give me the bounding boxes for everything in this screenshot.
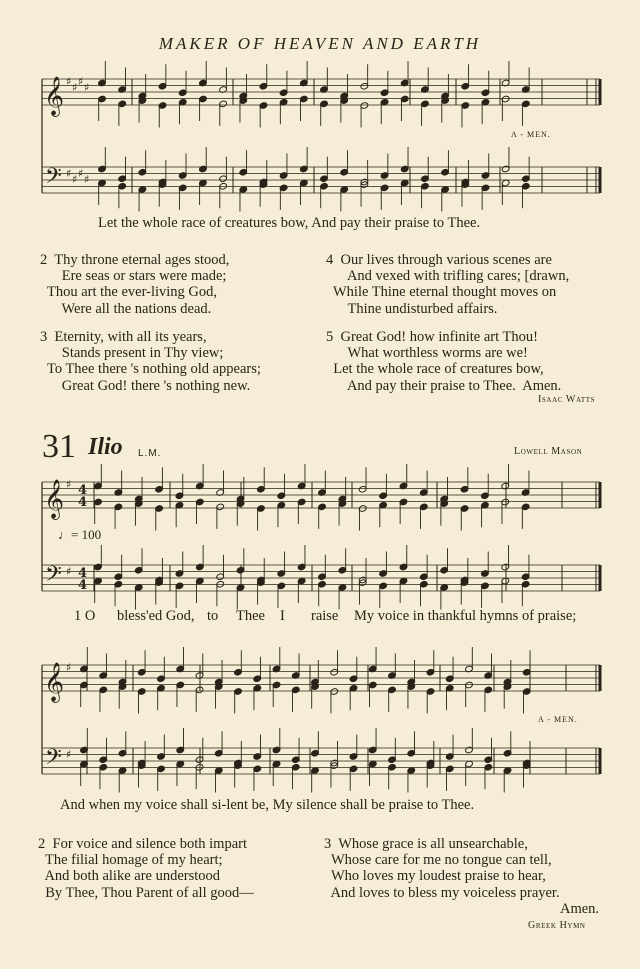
- lyric-syllable: to: [207, 608, 219, 624]
- sharp-icon: ♯: [84, 173, 90, 186]
- metronome-mark: ♩= 100: [58, 527, 102, 542]
- line-2-lyrics: And when my voice shall si-lent be, My silence shall be praise to Thee.: [60, 797, 475, 813]
- treble-clef-icon: 𝄞: [44, 662, 65, 702]
- amen-label: A - MEN.: [538, 715, 578, 724]
- amen-end: Amen.: [560, 901, 600, 917]
- time-signature: 4: [78, 483, 88, 498]
- quarter-note-icon: ♩: [58, 527, 71, 542]
- bass-clef-icon: 𝄢: [45, 745, 62, 775]
- hymn-number: 31: [42, 428, 76, 465]
- lyric-syllable: bless'ed God,: [117, 608, 195, 624]
- treble-clef-icon: 𝄞: [44, 76, 65, 116]
- bass-clef-icon: 𝄢: [45, 164, 62, 194]
- sharp-icon: ♯: [66, 75, 72, 88]
- sharp-icon: ♯: [66, 661, 72, 674]
- time-signature: 4: [78, 578, 88, 593]
- author-attribution: Greek Hymn: [528, 920, 586, 931]
- lyric-syllable: I: [280, 608, 285, 624]
- amen-label: A - MEN.: [511, 130, 551, 139]
- verse-5: 5 Great God! how infinite art Thou! What worthless worms are we! Let the whole race of creatures bow, And pay their praise to Thee. Amen.: [326, 329, 562, 394]
- sharp-icon: ♯: [72, 81, 78, 94]
- tune-name: Ilio: [88, 434, 123, 460]
- time-signature: 4: [78, 495, 88, 510]
- meter-label: L.M.: [138, 448, 162, 459]
- sharp-icon: ♯: [84, 81, 90, 94]
- page-title: MAKER OF HEAVEN AND EARTH: [158, 34, 482, 53]
- sharp-icon: ♯: [66, 565, 72, 578]
- composer-attribution: Lowell Mason: [514, 446, 583, 457]
- sharp-icon: ♯: [66, 167, 72, 180]
- verse-3: 3 Whose grace is all unsearchable, Whose care for me no tongue can tell, Who loves my loudest praise to hear, And loves to bless my voiceless prayer.: [324, 836, 560, 901]
- verse-4: 4 Our lives through various scenes are And vexed with trifling cares; [drawn, While Thine eternal thought moves on Thine undisturbed affairs.: [326, 252, 570, 317]
- lyric-syllable: raise: [311, 608, 339, 624]
- author-attribution: Isaac Watts: [538, 394, 596, 405]
- treble-clef-icon: 𝄞: [44, 479, 65, 519]
- verse-2: 2 Thy throne eternal ages stood, Ere seas or stars were made; Thou art the ever-living God, Were all the nations dead.: [40, 252, 230, 317]
- sharp-icon: ♯: [78, 75, 84, 88]
- verse-3: 3 Eternity, with all its years, Stands present in Thy view; To Thee there 's nothing old appears; Great God! there 's nothing new.: [40, 329, 261, 394]
- sharp-icon: ♯: [72, 173, 78, 186]
- lyric-syllable: Thee: [236, 608, 265, 624]
- sharp-icon: ♯: [66, 478, 72, 491]
- verse-2: 2 For voice and silence both impart The filial homage of my heart; And both alike are understood By Thee, Thou Parent of all good—: [38, 836, 254, 901]
- sharp-icon: ♯: [78, 167, 84, 180]
- lyric-syllable: 1 O: [74, 608, 96, 624]
- time-signature: 4: [78, 566, 88, 581]
- bass-clef-icon: 𝄢: [45, 562, 62, 592]
- lyric-syllable: My voice in thankful hymns of praise;: [354, 608, 577, 624]
- refrain-lyrics: Let the whole race of creatures bow, And pay their praise to Thee.: [98, 215, 481, 231]
- sharp-icon: ♯: [66, 748, 72, 761]
